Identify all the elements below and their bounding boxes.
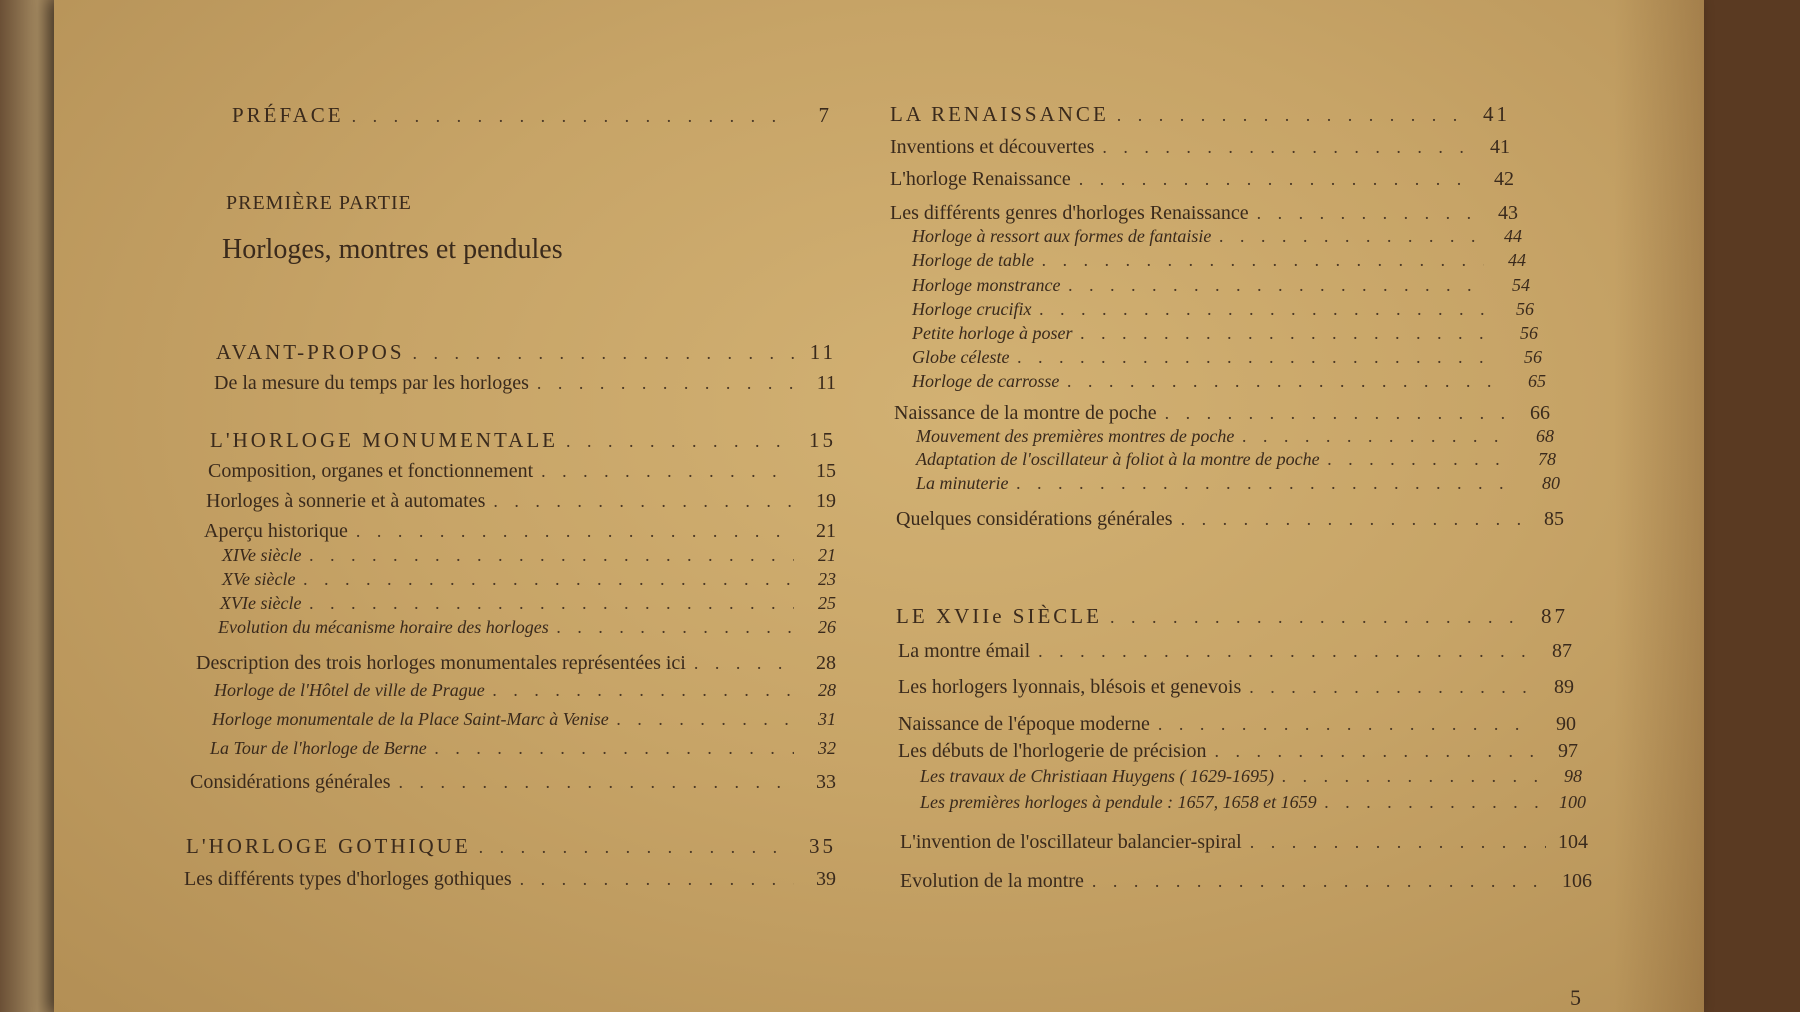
toc-entry-page: 56	[1516, 299, 1534, 319]
toc-entry-page: 39	[816, 868, 836, 890]
left-toc-entry	[216, 340, 836, 365]
leader-dots	[1102, 137, 1468, 158]
leader-dots	[1328, 449, 1514, 470]
toc-entry-label: Horloge de l'Hôtel de ville de Prague	[214, 680, 485, 700]
toc-entry-label: Les différents types d'horloges gothiques	[184, 868, 512, 890]
toc-entry-page: 87	[1541, 604, 1568, 628]
toc-entry-label: Horloge monstrance	[912, 275, 1061, 295]
toc-entry-page: 19	[816, 490, 836, 512]
toc-entry-page: 85	[1544, 508, 1564, 530]
toc-entry-preface	[232, 103, 832, 128]
leader-dots	[1158, 714, 1534, 735]
toc-entry-page: 21	[816, 520, 836, 542]
toc-entry-label: Composition, organes et fonctionnement	[208, 460, 534, 482]
toc-entry-page: 28	[816, 652, 836, 674]
left-toc-entry	[208, 460, 836, 483]
leader-dots	[1242, 426, 1512, 447]
leader-dots	[352, 106, 790, 127]
toc-entry-label: Evolution du mécanisme horaire des horloges	[218, 617, 549, 637]
right-toc-entry	[890, 102, 1510, 127]
right-toc-entry	[912, 226, 1522, 247]
leader-dots	[1067, 371, 1504, 392]
leader-dots	[1165, 403, 1508, 424]
toc-entry-label: XVIe siècle	[220, 593, 302, 613]
toc-entry-page: 89	[1554, 676, 1574, 698]
toc-entry-page: 25	[818, 593, 836, 613]
toc-entry-page: 31	[818, 709, 836, 729]
left-toc-entry	[196, 652, 836, 675]
right-toc-entry	[912, 371, 1546, 392]
leader-dots	[1110, 607, 1526, 628]
right-toc-entry	[898, 740, 1578, 763]
right-toc-entry	[900, 870, 1592, 893]
leader-dots	[541, 461, 794, 482]
toc-entry-label: Les travaux de Christiaan Huygens ( 1629-1695)	[920, 766, 1274, 786]
toc-entry-label: L'HORLOGE GOTHIQUE	[186, 834, 471, 858]
toc-entry-label: XVe siècle	[222, 569, 296, 589]
leader-dots	[413, 343, 794, 364]
left-toc-entry	[186, 834, 836, 859]
leader-dots	[557, 617, 794, 638]
toc-entry-label: Mouvement des premières montres de poche	[916, 426, 1235, 446]
toc-entry-page: 41	[1483, 102, 1510, 126]
toc-entry-page: 43	[1498, 202, 1518, 224]
toc-entry-label: LA RENAISSANCE	[890, 102, 1109, 126]
leader-dots	[1079, 169, 1472, 190]
toc-entry-label: La Tour de l'horloge de Berne	[210, 738, 427, 758]
toc-entry-label: Aperçu historique	[204, 520, 348, 542]
right-toc-entry	[896, 508, 1564, 531]
leader-dots	[1038, 641, 1530, 662]
toc-entry-page: 7	[818, 103, 832, 127]
toc-entry-label: Evolution de la montre	[900, 870, 1084, 892]
toc-entry-label: Naissance de la montre de poche	[894, 402, 1157, 424]
right-toc-entry	[920, 792, 1586, 813]
leader-dots	[1042, 250, 1484, 271]
leader-dots	[1325, 792, 1544, 813]
toc-entry-label: La montre émail	[898, 640, 1031, 662]
right-toc-entry	[912, 275, 1530, 296]
toc-entry-page: 23	[818, 569, 836, 589]
toc-entry-label: L'horloge Renaissance	[890, 168, 1071, 190]
toc-entry-label: Horloges à sonnerie et à automates	[206, 490, 486, 512]
leader-dots	[1249, 677, 1532, 698]
toc-entry-label: Horloge crucifix	[912, 299, 1032, 319]
right-toc-entry	[916, 473, 1560, 494]
part-heading: PREMIÈRE PARTIE	[226, 192, 412, 214]
leader-dots	[309, 593, 794, 614]
leader-dots	[303, 569, 794, 590]
leader-dots	[1257, 203, 1476, 224]
left-toc-entry	[210, 428, 836, 453]
toc-entry-page: 66	[1530, 402, 1550, 424]
left-toc-entry	[210, 738, 836, 759]
toc-entry-label: Adaptation de l'oscillateur à foliot à la montre de poche	[916, 449, 1320, 469]
toc-entry-label: Petite horloge à poser	[912, 323, 1073, 343]
toc-entry-page: 32	[818, 738, 836, 758]
toc-entry-page: 68	[1536, 426, 1554, 446]
right-toc-entry	[916, 426, 1554, 447]
left-toc-entry	[214, 372, 836, 395]
toc-entry-page: 90	[1556, 713, 1576, 735]
leader-dots	[493, 680, 794, 701]
right-toc-entry	[890, 168, 1514, 191]
leader-dots	[493, 491, 794, 512]
leader-dots	[1092, 871, 1550, 892]
right-toc-entry	[912, 250, 1526, 271]
right-toc-entry	[896, 604, 1568, 629]
toc-entry-page: 11	[809, 340, 836, 364]
left-toc-entry	[218, 617, 836, 638]
toc-entry-page: 21	[818, 545, 836, 565]
toc-entry-label: Les différents genres d'horloges Renaissance	[890, 202, 1249, 224]
toc-entry-label: AVANT-PROPOS	[216, 340, 405, 364]
toc-entry-label: Les horlogers lyonnais, blésois et genevois	[898, 676, 1242, 698]
leader-dots	[537, 373, 794, 394]
leader-dots	[1080, 323, 1496, 344]
toc-entry-label: Inventions et découvertes	[890, 136, 1095, 158]
toc-entry-page: 56	[1524, 347, 1542, 367]
toc-entry-page: 42	[1494, 168, 1514, 190]
toc-entry-label: Horloge de table	[912, 250, 1034, 270]
leader-dots	[1017, 473, 1519, 494]
left-toc-entry	[222, 569, 836, 590]
toc-entry-page: 78	[1538, 449, 1556, 469]
leader-dots	[435, 738, 794, 759]
toc-entry-page: 28	[818, 680, 836, 700]
leader-dots	[399, 772, 795, 793]
toc-entry-label: LE XVIIe SIÈCLE	[896, 604, 1102, 628]
toc-entry-page: 87	[1552, 640, 1572, 662]
right-toc-entry	[898, 640, 1572, 663]
left-toc-entry	[204, 520, 836, 543]
right-toc-entry	[900, 831, 1588, 854]
toc-entry-page: 80	[1542, 473, 1560, 493]
leader-dots	[309, 545, 794, 566]
toc-entry-page: 15	[809, 428, 836, 452]
toc-entry-page: 54	[1512, 275, 1530, 295]
toc-entry-page: 11	[816, 372, 836, 394]
leader-dots	[1068, 275, 1488, 296]
toc-entry-label: Naissance de l'époque moderne	[898, 713, 1150, 735]
toc-entry-page: 100	[1559, 792, 1586, 812]
leader-dots	[1117, 105, 1468, 126]
toc-entry-page: 56	[1520, 323, 1538, 343]
toc-entry-label: Description des trois horloges monumentales représentées ici	[196, 652, 686, 674]
right-toc-entry	[890, 202, 1518, 225]
leader-dots	[1039, 299, 1492, 320]
toc-entry-page: 26	[818, 617, 836, 637]
toc-entry-page: 41	[1490, 136, 1510, 158]
left-toc-entry	[212, 709, 836, 730]
toc-entry-label: La minuterie	[916, 473, 1009, 493]
toc-entry-page: 35	[809, 834, 836, 858]
toc-entry-label: L'HORLOGE MONUMENTALE	[210, 428, 558, 452]
toc-entry-page: 65	[1528, 371, 1546, 391]
toc-entry-label: De la mesure du temps par les horloges	[214, 372, 529, 394]
page-number: 5	[1570, 985, 1581, 1010]
leader-dots	[1181, 509, 1522, 530]
right-toc-entry	[894, 402, 1550, 425]
toc-entry-label: L'invention de l'oscillateur balancier-spiral	[900, 831, 1242, 853]
toc-entry-label: Horloge de carrosse	[912, 371, 1060, 391]
left-toc-entry	[214, 680, 836, 701]
toc-entry-label: Horloge à ressort aux formes de fantaisie	[912, 226, 1212, 246]
toc-entry-page: 104	[1558, 831, 1588, 853]
toc-entry-label: Les premières horloges à pendule : 1657, 1658 et 1659	[920, 792, 1317, 812]
page-shadow	[1614, 0, 1704, 1012]
toc-entry-label: XIVe siècle	[222, 545, 302, 565]
toc-entry-label: Quelques considérations générales	[896, 508, 1173, 530]
toc-entry-label: Les débuts de l'horlogerie de précision	[898, 740, 1207, 762]
leader-dots	[1282, 766, 1540, 787]
part-title: Horloges, montres et pendules	[222, 234, 563, 265]
leader-dots	[694, 653, 794, 674]
leader-dots	[1219, 226, 1480, 247]
toc-entry-page: 97	[1558, 740, 1578, 762]
leader-dots	[1250, 832, 1546, 853]
right-toc-entry	[898, 676, 1574, 699]
toc-entry-label: Horloge monumentale de la Place Saint-Marc à Venise	[212, 709, 609, 729]
right-toc-entry	[912, 347, 1542, 368]
toc-entry-page: 106	[1562, 870, 1592, 892]
left-toc-entry	[222, 545, 836, 566]
leader-dots	[1017, 347, 1500, 368]
toc-entry-label: PRÉFACE	[232, 103, 344, 127]
left-toc-entry	[220, 593, 836, 614]
left-toc-entry	[206, 490, 836, 513]
toc-entry-page: 44	[1504, 226, 1522, 246]
right-toc-entry	[912, 323, 1538, 344]
left-toc-entry	[184, 868, 836, 891]
toc-entry-page: 44	[1508, 250, 1526, 270]
leader-dots	[356, 521, 794, 542]
right-toc-entry	[912, 299, 1534, 320]
book-cover-edge	[0, 0, 62, 1012]
toc-entry-page: 15	[816, 460, 836, 482]
toc-entry-page: 33	[816, 771, 836, 793]
leader-dots	[479, 837, 794, 858]
right-toc-entry	[916, 449, 1556, 470]
leader-dots	[520, 869, 794, 890]
leader-dots	[617, 709, 794, 730]
right-toc-entry	[920, 766, 1582, 787]
leader-dots	[566, 431, 794, 452]
left-toc-entry	[190, 771, 836, 794]
toc-entry-label: Considérations générales	[190, 771, 391, 793]
toc-entry-label: Globe céleste	[912, 347, 1010, 367]
toc-entry-page: 98	[1564, 766, 1582, 786]
leader-dots	[1215, 741, 1536, 762]
right-toc-entry	[890, 136, 1510, 159]
right-toc-entry	[898, 713, 1576, 736]
